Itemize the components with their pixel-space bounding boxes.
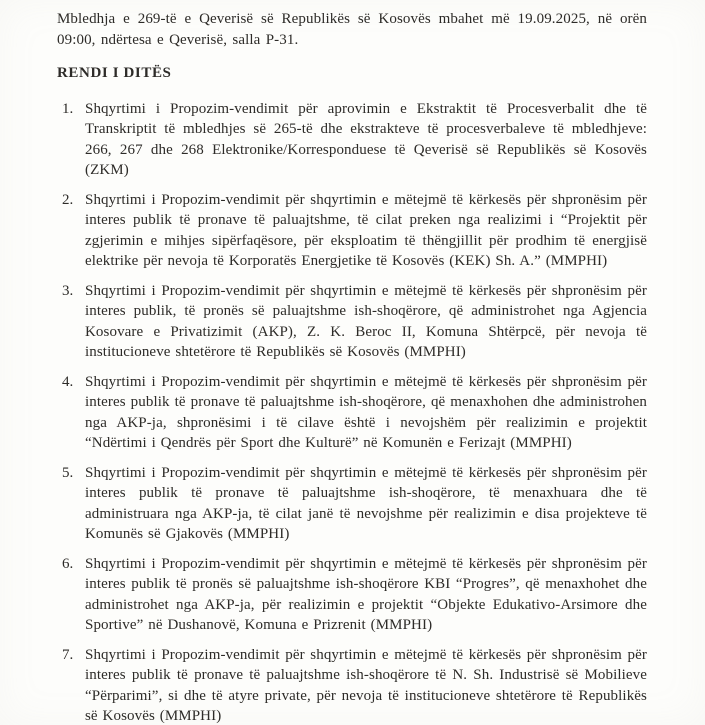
agenda-item-text: Shqyrtimi i Propozim-vendimit për aprovimin e Ekstraktit të Procesverbalit dhe të Transkriptit të mbledhjes së 265-të dhe ekstrakteve të procesverbaleve të mbledhjeve: 266, 267 dhe 268 Elektronike/Korresponduese të Qeverisë së Republikës së Kosovës (ZKM)	[85, 100, 647, 178]
agenda-item	[62, 281, 647, 363]
meeting-intro: Mbledhja e 269-të e Qeverisë së Republikës së Kosovës mbahet më 19.09.2025, në orën 09:00, ndërtesa e Qeverisë, salla P-31.	[57, 11, 647, 48]
agenda-item-number: 5.	[62, 464, 74, 481]
agenda-item	[62, 463, 647, 545]
agenda-item-text: Shqyrtimi i Propozim-vendimit për shqyrtimin e mëtejmë të kërkesës për shpronësim për interes publik të pronës së paluajtshme ish-shoqërore KBI “Progres”, që menaxhohet dhe administrohet nga AKP-ja, për realizimin e projektit “Objekte Edukativo-Arsimore dhe Sportive” në Dushanovë, Komuna e Prizrenit (MMPHI)	[85, 555, 647, 633]
agenda-item	[62, 190, 647, 272]
agenda-item-number: 6.	[62, 555, 74, 572]
agenda-item-number: 2.	[62, 191, 74, 208]
agenda-item-number: 3.	[62, 282, 74, 299]
agenda-list	[57, 99, 647, 725]
agenda-item	[62, 554, 647, 636]
agenda-heading: RENDI I DITËS	[57, 65, 172, 81]
agenda-item-text: Shqyrtimi i Propozim-vendimit për shqyrtimin e mëtejmë të kërkesës për shpronësim për interes publik të pronave të paluajtshme ish-shoqërore të N. Sh. Industrisë së Mobilieve “Përparimi”, si dhe të atyre private, për nevoja të institucioneve shtetërore të Republikës së Kosovës (MMPHI)	[85, 646, 647, 724]
agenda-item-text: Shqyrtimi i Propozim-vendimit për shqyrtimin e mëtejmë të kërkesës për shpronësim për interes publik të pronave të paluajtshme ish-shoqërore, që menaxhohen dhe administrohen nga AKP-ja, shpronësimi i të cilave është i nevojshëm për realizimin e projektit “Ndërtimi i Qendrës për Sport dhe Kulturë” në Komunën e Ferizajt (MMPHI)	[85, 373, 647, 451]
agenda-item-number: 7.	[62, 646, 74, 663]
agenda-item-text: Shqyrtimi i Propozim-vendimit për shqyrtimin e mëtejmë të kërkesës për shpronësim për interes publik të pronave të paluajtshme, të cilat preken nga realizimi i “Projektit për zgjerimin e mihjes sipërfaqësore, për eksploatim të thëngjillit për prodhim të energjisë elektrike për nevoja të Korporatës Energjetike të Kosovës (KEK) Sh. A.” (MMPHI)	[85, 191, 647, 269]
agenda-item-text: Shqyrtimi i Propozim-vendimit për shqyrtimin e mëtejmë të kërkesës për shpronësim për interes publik, të pronës së paluajtshme ish-shoqërore, që administrohet nga Agjencia Kosovare e Privatizimit (AKP), Z. K. Beroc II, Komuna Shtërpcë, për nevoja të institucioneve shtetërore të Republikës së Kosovës (MMPHI)	[85, 282, 647, 360]
agenda-item	[62, 372, 647, 454]
agenda-item-number: 1.	[62, 100, 74, 117]
agenda-item	[62, 99, 647, 181]
agenda-item	[62, 645, 647, 725]
agenda-item-text: Shqyrtimi i Propozim-vendimit për shqyrtimin e mëtejmë të kërkesës për shpronësim për interes publik të pronave të paluajtshme ish-shoqërore, të menaxhuara dhe të administruara nga AKP-ja, të cilat janë të nevojshme për realizimin e disa projekteve të Komunës së Gjakovës (MMPHI)	[85, 464, 647, 542]
agenda-item-number: 4.	[62, 373, 74, 390]
